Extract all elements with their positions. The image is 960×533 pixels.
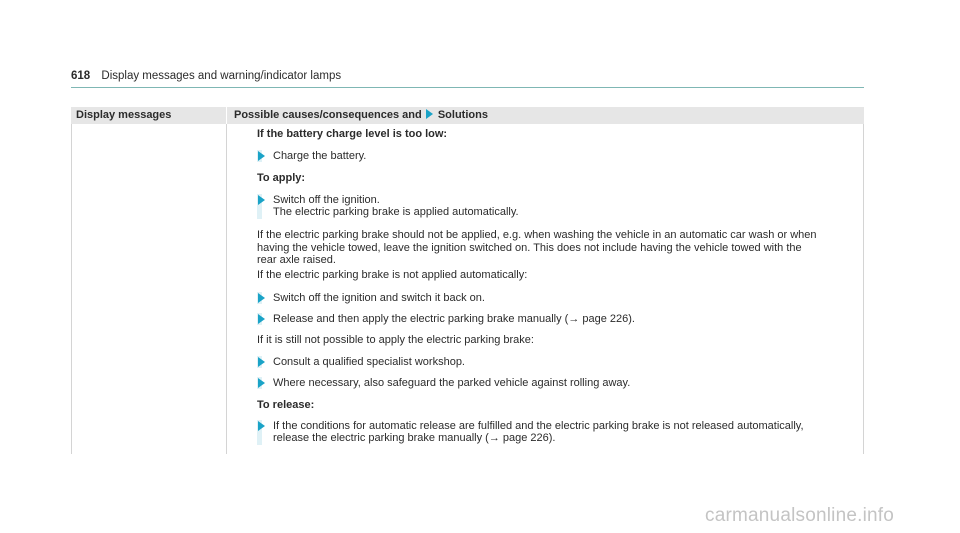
paragraph-not-applied-auto: If the electric parking brake is not applied automatically: [257,269,528,281]
step-arrow-icon [258,293,265,303]
table-header [71,107,864,124]
paragraph-line: If the electric parking brake should not be applied, e.g. when washing the vehicle in an automatic car wash or when [257,229,817,241]
arrow-icon [426,109,433,119]
page-header [71,70,864,84]
step-arrow-icon [258,357,265,367]
paragraph-line: having the vehicle towed, leave the ignition switched on. This does not include having the vehicle towed with the [257,241,802,254]
header-title: Display messages and warning/indicator lamps [101,70,342,82]
col2-header-tail: Solutions [437,109,488,121]
header-rule [71,87,864,88]
step-arrow-icon [258,195,265,205]
heading-to-release: To release: [257,399,315,411]
paragraph-not-applied-exception [257,229,859,267]
heading-battery-low: If the battery charge level is too low: [257,128,448,140]
header-separator [226,107,227,124]
heading-to-apply: To apply: [257,172,306,184]
col2-header-text: Possible causes/consequences and [234,109,422,121]
step-line: The electric parking brake is applied automatically. [273,206,519,218]
table-right-border [863,124,864,454]
step-line: Switch off the ignition. [273,194,380,206]
step-text [273,420,873,444]
step-arrow-icon [258,151,265,161]
col-display-messages: Display messages [76,109,172,121]
step-text: Where necessary, also safeguard the parked vehicle against rolling away. [273,377,631,389]
col-causes-solutions [234,109,488,121]
step-text: Release and then apply the electric parking brake manually (→ page 226). [273,313,635,325]
step-text: Consult a qualified specialist workshop. [273,356,465,368]
watermark: carmanualsonline.info [705,505,895,526]
table-column-divider [226,124,227,454]
step-text: Switch off the ignition and switch it back on. [273,292,485,304]
step-line: If the conditions for automatic release are fulfilled and the electric parking brake is not released automatically, [273,420,804,432]
step-line: release the electric parking brake manually (→ page 226). [273,432,556,444]
step-arrow-icon [258,378,265,388]
step-text: Charge the battery. [273,150,367,162]
paragraph-line: rear axle raised. [257,254,336,266]
paragraph-still-not-possible: If it is still not possible to apply the electric parking brake: [257,334,534,346]
table-left-border [71,124,72,454]
step-text [273,194,873,218]
page-number: 618 [71,70,91,82]
step-arrow-icon [258,314,265,324]
step-arrow-icon [258,421,265,431]
